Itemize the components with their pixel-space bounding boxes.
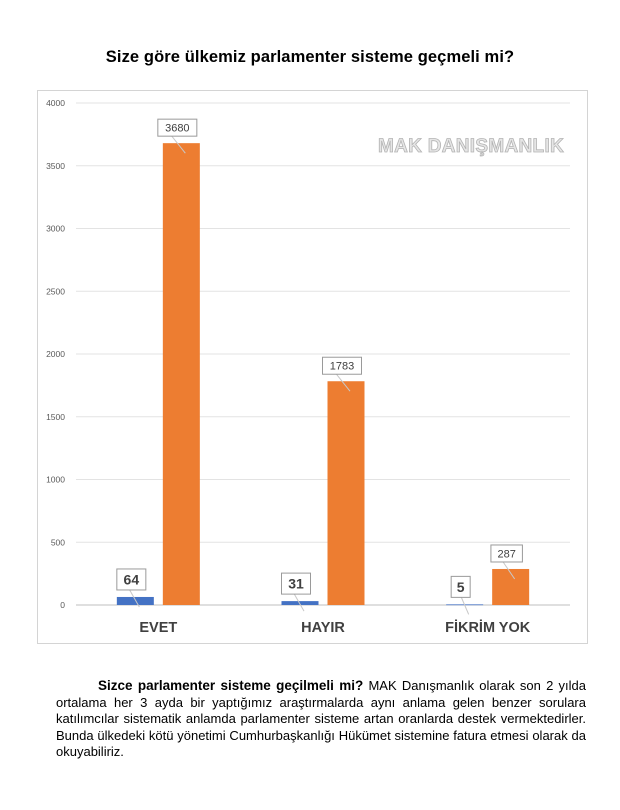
y-tick-label: 3000: [46, 223, 65, 234]
x-tick-label: FİKRİM YOK: [445, 620, 531, 636]
bar: [328, 381, 365, 605]
y-tick-label: 4000: [46, 98, 65, 108]
page-title: Size göre ülkemiz parlamenter sisteme geçmeli mi?: [105, 48, 515, 66]
x-tick-label: EVET: [139, 620, 178, 636]
body-text: MAK Danışmanlık olarak son 2 yılda ortalama her 3 ayda bir yaptığımız araştırmalarda aynı anlama gelen benzer sorulara katılımcılar sistematik anlamda parlamenter sisteme artan oranlarda destek vermektedirler. Bunda ülkedeki kötü yönetimi Cumhurbaşkanlığı Hükümet sistemine fatura etmesi olarak da okuyabiliriz.: [56, 678, 586, 759]
body-lead: Sizce parlamenter sisteme geçilmeli mi?: [98, 678, 364, 693]
data-label: 1783: [329, 360, 355, 373]
bar: [492, 569, 529, 605]
y-tick-label: 1000: [46, 474, 65, 485]
x-tick-label: HAYIR: [301, 620, 345, 636]
y-tick-label: 500: [50, 537, 65, 548]
y-tick-label: 3500: [46, 160, 65, 171]
body-paragraph: [56, 678, 586, 761]
bar: [117, 597, 154, 605]
y-tick-label: 2500: [46, 286, 65, 297]
data-label: 5: [456, 578, 465, 595]
y-tick-label: 1500: [46, 411, 65, 422]
bar: [163, 143, 200, 605]
watermark-logo: MAK DANIŞMANLIK: [378, 136, 565, 157]
data-label: 3680: [165, 122, 190, 135]
y-tick-label: 2000: [46, 349, 65, 359]
data-label: 31: [288, 575, 304, 592]
data-label: 287: [497, 548, 516, 561]
data-label: 64: [123, 571, 140, 588]
y-tick-label: 0: [60, 600, 65, 610]
chart-frame: [37, 90, 588, 644]
bar-chart: [38, 91, 587, 643]
